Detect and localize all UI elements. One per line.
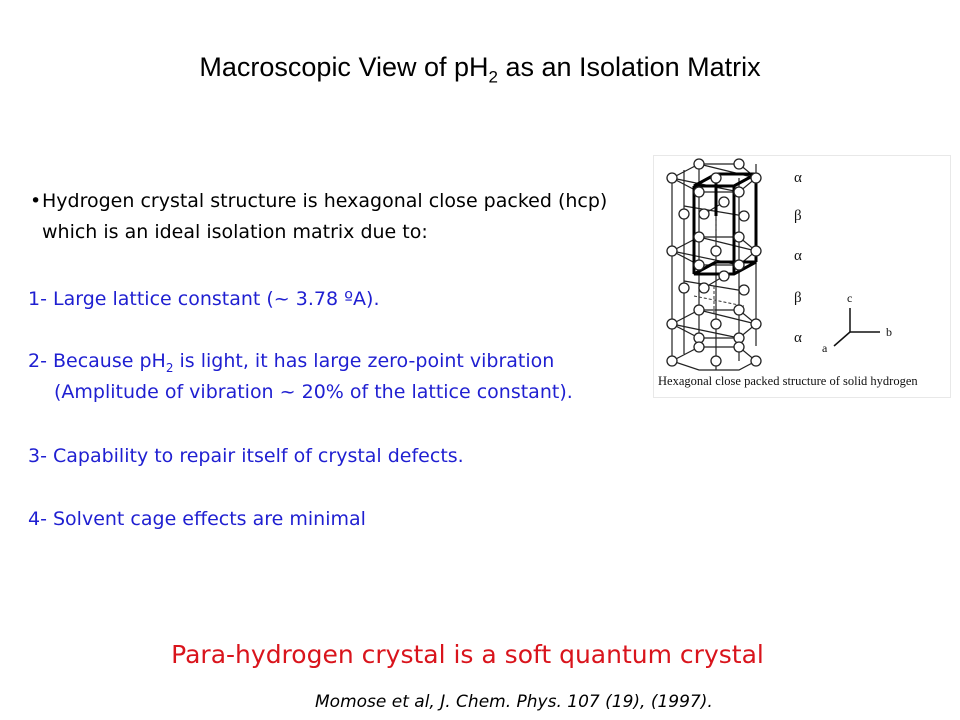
bullet-text: Hydrogen crystal structure is hexagonal close packed (hcp) which is an ideal isolation matrix due to:: [42, 190, 608, 243]
hcp-lattice-diagram: [654, 156, 950, 371]
layer-label-2: β: [794, 208, 802, 224]
slide-title: Macroscopic View of $pH_2$ as an Isolation Matrix: [199, 52, 761, 87]
reason-2: 2- Because $pH_2$ is light, it has large zero-point vibration: [28, 350, 555, 375]
layer-label-4: β: [794, 290, 802, 306]
axis-label-b: b: [886, 325, 892, 339]
citation: Momose et al, J. Chem. Phys. 107 (19), (1997).: [315, 692, 713, 712]
reason-3: 3- Capability to repair itself of crystal defects.: [28, 445, 464, 467]
reason-4: 4- Solvent cage effects are minimal: [28, 508, 366, 530]
conclusion-text: Para-hydrogen crystal is a soft quantum crystal: [171, 640, 764, 669]
bullet-dot-icon: •: [30, 190, 42, 212]
figure-caption: Hexagonal close packed structure of solid hydrogen: [658, 374, 918, 388]
layer-label-1: α: [794, 170, 802, 186]
hcp-structure-figure: [653, 155, 951, 398]
axis-label-c: c: [847, 291, 853, 305]
reason-2-continuation: (Amplitude of vibration ~ 20% of the lattice constant).: [54, 381, 573, 403]
layer-label-5: α: [794, 330, 802, 346]
reason-1: 1- Large lattice constant (~ 3.78 ºA).: [28, 288, 380, 310]
axes-icon: [834, 308, 880, 346]
axis-label-a: a: [822, 341, 828, 355]
layer-label-3: α: [794, 248, 802, 264]
